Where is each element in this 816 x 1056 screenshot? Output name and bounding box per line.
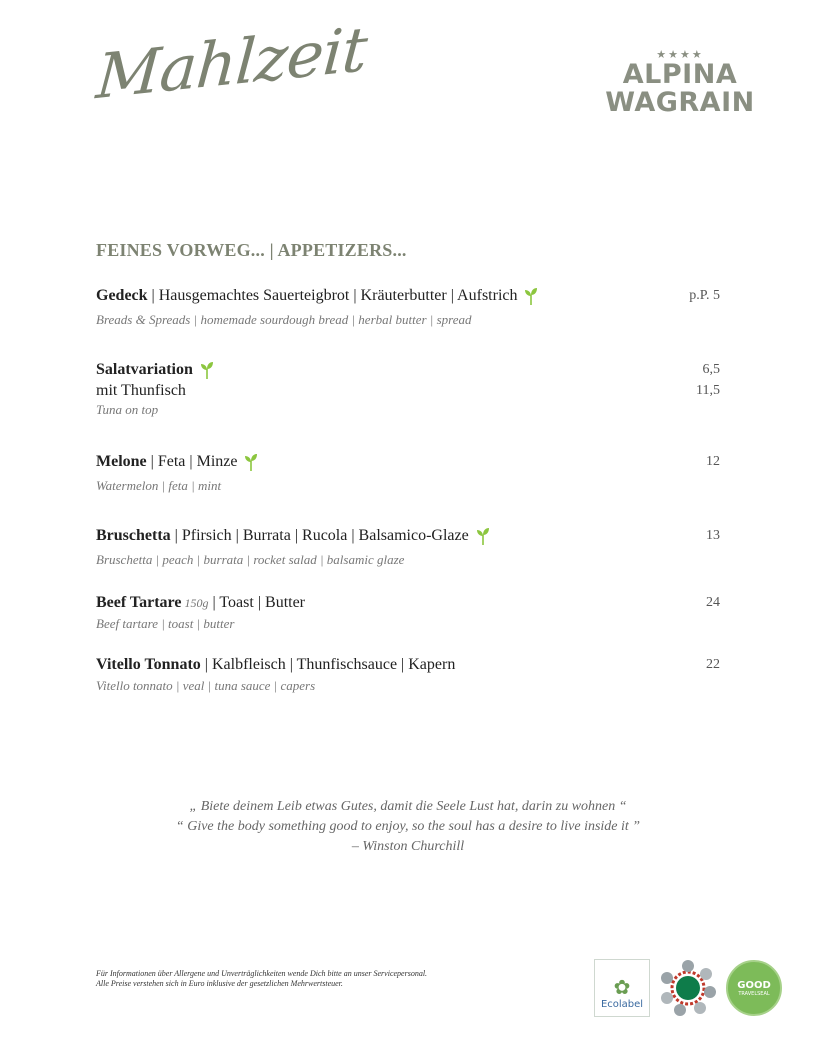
- eu-ecolabel-badge: [594, 959, 650, 1017]
- quote-english: “ Give the body something good to enjoy, so the soul has a desire to live inside it ”: [175, 819, 641, 834]
- brand-name-line1: ALPINA: [622, 59, 738, 90]
- menu-item-beef-tartare: [96, 594, 720, 632]
- vegetarian-leaf-icon: [523, 286, 539, 306]
- price-notice: Alle Preise verstehen sich in Euro inklusive der gesetzlichen Mehrwertsteuer.: [96, 979, 343, 988]
- item-name: Melone: [96, 453, 147, 470]
- menu-item-gedeck: [96, 286, 720, 328]
- item-price: 22: [706, 657, 720, 672]
- good-seal-subtitle: TRAVELSEAL: [738, 990, 770, 997]
- footer-notice: [96, 969, 566, 989]
- quote-block: [0, 797, 816, 857]
- menu-script-title: Mahlzeit: [94, 12, 369, 113]
- menu-item-salatvariation: [96, 360, 720, 418]
- item-extra: mit Thunfisch: [96, 382, 186, 399]
- item-price: 12: [706, 454, 720, 469]
- quote-german: „ Biete deinem Leib etwas Gutes, damit die Seele Lust hat, darin zu wohnen “: [189, 799, 627, 814]
- brand-stars: ★★★★: [656, 48, 704, 61]
- item-description: | Pfirsich | Burrata | Rucola | Balsamico-Glaze: [170, 527, 469, 544]
- item-price: 13: [706, 528, 720, 543]
- item-english-description: Bruschetta | peach | burrata | rocket salad | balsamic glaze: [96, 552, 405, 567]
- brand-name-line2: WAGRAIN: [605, 87, 755, 118]
- item-extra-price: 11,5: [696, 383, 720, 398]
- brand-logo: [596, 48, 764, 117]
- quote-author: – Winston Churchill: [351, 839, 465, 854]
- ecolabel-text: Ecolabel: [600, 999, 644, 1010]
- item-name: Beef Tartare: [96, 594, 182, 611]
- sustainability-seal-icon: [658, 958, 718, 1018]
- good-seal-title: GOOD: [737, 979, 771, 991]
- vegetarian-leaf-icon: [199, 360, 215, 380]
- item-name: Gedeck: [96, 287, 148, 304]
- menu-item-bruschetta: [96, 526, 720, 568]
- item-description: | Feta | Minze: [146, 453, 238, 470]
- item-english-description: Breads & Spreads | homemade sourdough bread | herbal butter | spread: [96, 312, 472, 327]
- item-price: 24: [706, 595, 720, 610]
- item-description: | Hausgemachtes Sauerteigbrot | Kräuterbutter | Aufstrich: [147, 287, 518, 304]
- item-name: Bruschetta: [96, 527, 171, 544]
- item-name: Salatvariation: [96, 361, 193, 378]
- item-english-description: Vitello tonnato | veal | tuna sauce | capers: [96, 678, 316, 693]
- allergen-notice: Für Informationen über Allergene und Unverträglichkeiten wende Dich bitte an unser Servicepersonal.: [96, 969, 428, 978]
- item-description: | Kalbfleisch | Thunfischsauce | Kapern: [200, 656, 456, 673]
- menu-item-vitello-tonnato: [96, 656, 720, 694]
- item-price: 6,5: [702, 362, 720, 377]
- item-name: Vitello Tonnato: [96, 656, 201, 673]
- item-weight: 150g: [181, 595, 209, 610]
- menu-item-melone: [96, 452, 720, 494]
- item-english-description: Beef tartare | toast | butter: [96, 616, 235, 631]
- item-english-description: Watermelon | feta | mint: [96, 478, 222, 493]
- certification-badges: [594, 958, 782, 1018]
- item-description: | Toast | Butter: [208, 594, 306, 611]
- good-travel-seal-badge: [726, 960, 782, 1016]
- vegetarian-leaf-icon: [475, 526, 491, 546]
- ecolabel-flower-icon: ✿: [613, 975, 631, 999]
- section-title: FEINES VORWEG... | APPETIZERS...: [96, 240, 407, 260]
- item-price: p.P. 5: [689, 288, 720, 303]
- vegetarian-leaf-icon: [243, 452, 259, 472]
- item-english-description: Tuna on top: [96, 402, 159, 417]
